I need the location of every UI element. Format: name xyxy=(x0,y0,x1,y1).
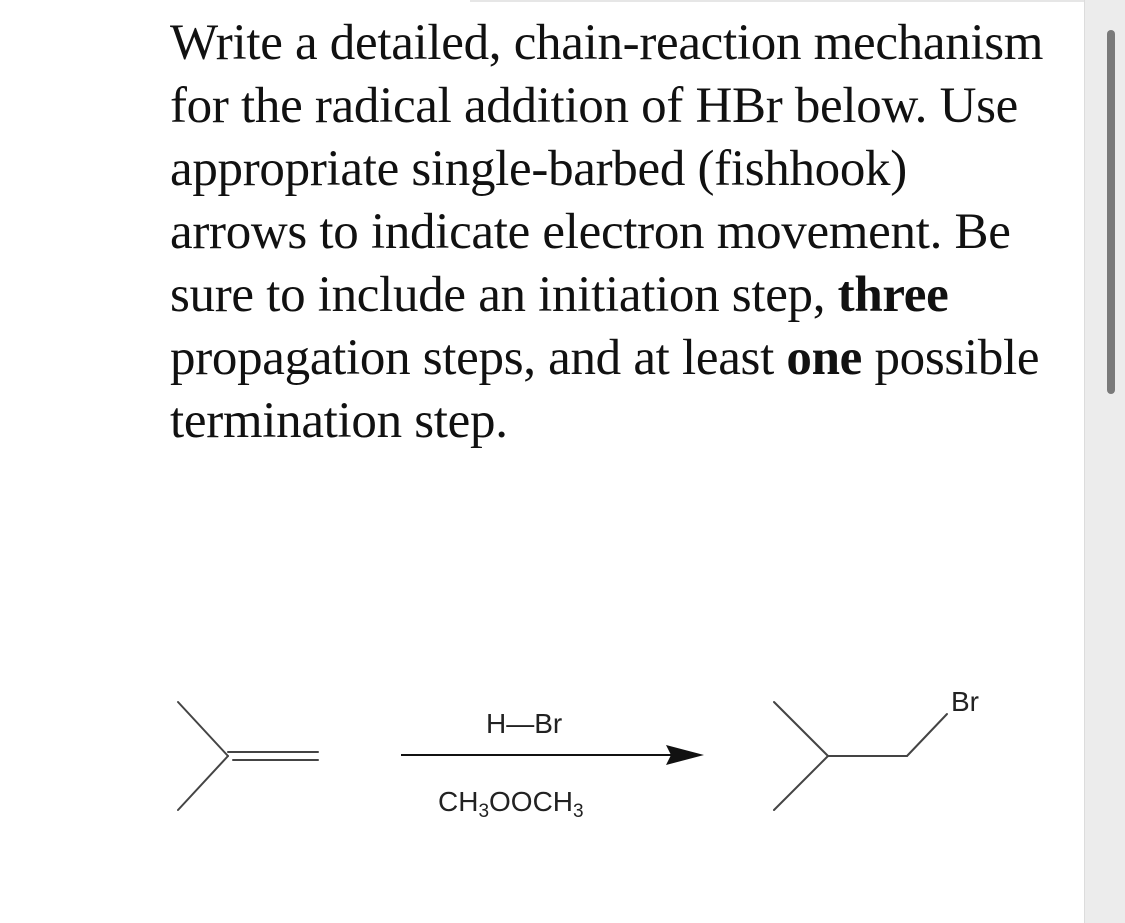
bond-lower-methyl xyxy=(178,756,228,810)
scrollbar-track[interactable] xyxy=(1084,0,1125,923)
product-bond-c1-br xyxy=(907,714,947,756)
reaction-arrow xyxy=(401,745,704,765)
reagent-below-subscript: 3 xyxy=(573,801,584,822)
product-bromine-label: Br xyxy=(951,686,979,717)
question-segment: propagation steps, and at least xyxy=(170,330,787,386)
bond-upper-methyl xyxy=(178,702,228,756)
product-bond-upper-methyl xyxy=(774,702,828,756)
product-bond-lower-methyl xyxy=(774,756,828,810)
question-emphasis-three: three xyxy=(837,267,949,323)
reaction-arrow-head xyxy=(666,745,704,765)
reagent-below-label xyxy=(438,786,584,822)
question-segment: Write a detailed, chain-reaction mechanism for the radical addition of HBr below. Use appropriate single-barbed (fishhook) arrows to indicate electron movement. Be sure to include an initiation step, xyxy=(170,15,1044,323)
product-structure xyxy=(774,702,947,810)
question-emphasis-one: one xyxy=(786,330,863,386)
starting-material-structure xyxy=(178,702,318,810)
reagent-below-part: OOCH xyxy=(489,786,574,817)
reagent-below-part: CH xyxy=(438,786,479,817)
reagent-above-label: H—Br xyxy=(486,708,563,739)
reagent-below-subscript: 3 xyxy=(478,801,490,822)
question-segment: possible termination step. xyxy=(170,330,1040,449)
scrollbar-thumb[interactable] xyxy=(1107,30,1115,394)
